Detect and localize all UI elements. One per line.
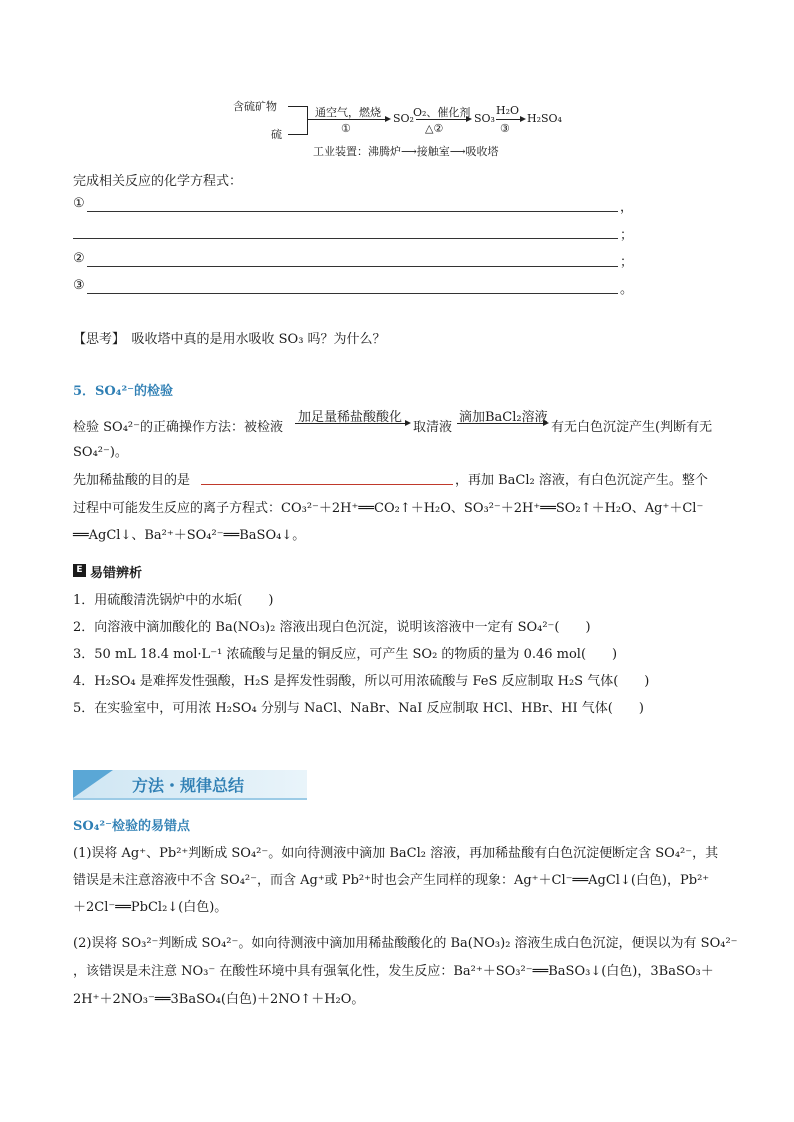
arrow2-line xyxy=(457,423,543,424)
arrow1-line xyxy=(295,423,405,424)
step1-number: ① xyxy=(341,122,351,135)
method-prefix: 检验 SO₄²⁻的正确操作方法：被检液 xyxy=(73,420,283,435)
arrow1-head xyxy=(405,420,411,426)
answer-end-4: 。 xyxy=(620,282,634,297)
step2-label: O₂、催化剂 xyxy=(413,106,471,119)
arrow2-head xyxy=(543,420,549,426)
ionic-equation-line2: ══AgCl↓、Ba²⁺＋SO₄²⁻══BaSO₄↓。 xyxy=(73,528,306,543)
answer-line-3[interactable] xyxy=(87,266,618,267)
sulfur-label: 硫 xyxy=(271,128,282,141)
summary-p2-line3: 2H⁺＋2NO₃⁻══3BaSO₄(白色)＋2NO↑＋H₂O。 xyxy=(73,992,365,1007)
so3-label: SO₃ xyxy=(474,112,495,125)
error-item-4: 4．H₂SO₄ 是难挥发性强酸，H₂S 是挥发性弱酸，所以可用浓硫酸与 FeS 反应制取 H₂S 气体( ) xyxy=(73,674,650,689)
method-suffix: 有无白色沉淀产生(判断有无 xyxy=(551,420,713,435)
summary-p1-line2: 错误是未注意溶液中不含 SO₄²⁻，而含 Ag⁺或 Pb²⁺时也会产生同样的现象：Ag⁺＋Cl⁻══AgCl↓(白色)，Pb²⁺ xyxy=(73,873,710,888)
ionic-equation-line1: 过程中可能发生反应的离子方程式：CO₃²⁻＋2H⁺══CO₂↑＋H₂O、SO₃²⁻＋2H⁺══SO₂↑＋H₂O、Ag⁺＋Cl⁻ xyxy=(73,501,704,516)
errors-icon: E xyxy=(73,564,86,577)
answer-label-4: ③ xyxy=(73,278,85,293)
error-item-5: 5．在实验室中，可用浓 H₂SO₄ 分别与 NaCl、NaBr、NaI 反应制取 HCl、HBr、HI 气体( ) xyxy=(73,701,644,716)
arrow1-label: 加足量稀盐酸酸化 xyxy=(298,410,403,425)
answer-line-1[interactable] xyxy=(87,211,618,212)
step3-label: H₂O xyxy=(496,104,520,117)
banner-accent xyxy=(73,770,113,798)
step3-number: ③ xyxy=(500,122,510,135)
mineral-label: 含硫矿物 xyxy=(233,100,277,113)
answer-line-4[interactable] xyxy=(87,293,618,294)
error-item-3: 3．50 mL 18.4 mol·L⁻¹ 浓硫酸与足量的铜反应，可产生 SO₂ 的物质的量为 0.46 mol( ) xyxy=(73,647,618,662)
h2so4-label: H₂SO₄ xyxy=(527,112,562,125)
section5-title: 5．SO₄²⁻的检验 xyxy=(73,384,174,399)
industrial-devices: 工业装置：沸腾炉⟶接触室⟶吸收塔 xyxy=(313,145,499,158)
purpose-prefix: 先加稀盐酸的目的是 xyxy=(73,473,191,488)
summary-p1-line1: (1)误将 Ag⁺、Pb²⁺判断成 SO₄²⁻。如向待测液中滴加 BaCl₂ 溶液，再加稀盐酸有白色沉淀便断定含 SO₄²⁻，其 xyxy=(73,846,719,861)
purpose-answer-line[interactable] xyxy=(201,484,453,485)
answer-label-1: ① xyxy=(73,196,85,211)
purpose-suffix: ，再加 BaCl₂ 溶液，有白色沉淀产生。整个 xyxy=(455,473,708,488)
answer-end-3: ； xyxy=(620,255,634,270)
so2-label: SO₂ xyxy=(393,112,414,125)
arrowhead-step1 xyxy=(385,116,391,122)
arrow2-label: 滴加BaCl₂溶液 xyxy=(459,410,548,425)
summary-p1-line3: ＋2Cl⁻══PbCl₂↓(白色)。 xyxy=(73,900,228,915)
error-item-1: 1．用硫酸清洗锅炉中的水垢( ) xyxy=(73,593,274,608)
take-clear-liquid: 取清液 xyxy=(413,420,453,435)
banner-title: 方法・规律总结 xyxy=(132,776,245,795)
think-question: 【思考】 吸收塔中真的是用水吸收 SO₃ 吗？为什么？ xyxy=(73,332,386,347)
step2-number: △② xyxy=(425,122,444,135)
summary-p2-line2: ，该错误是未注意 NO₃⁻ 在酸性环境中具有强氧化性，发生反应：Ba²⁺＋SO₃²⁻══BaSO₃↓(白色)，3BaSO₃＋ xyxy=(73,964,714,979)
errors-title: 易错辨析 xyxy=(90,566,143,581)
bracket-line xyxy=(288,106,308,135)
step1-label: 通空气，燃烧 xyxy=(315,106,381,119)
summary-p2-line1: (2)误将 SO₃²⁻判断成 SO₄²⁻。如向待测液中滴加用稀盐酸酸化的 Ba(NO₃)₂ 溶液生成白色沉淀，便误以为有 SO₄²⁻ xyxy=(73,936,738,951)
answer-label-3: ② xyxy=(73,251,85,266)
banner-underline xyxy=(73,798,307,800)
summary-subtitle: SO₄²⁻检验的易错点 xyxy=(73,819,190,834)
arrowhead-step3 xyxy=(520,116,526,122)
error-item-2: 2．向溶液中滴加酸化的 Ba(NO₃)₂ 溶液出现白色沉淀，说明该溶液中一定有 SO₄²⁻( ) xyxy=(73,620,591,635)
arrow-step3 xyxy=(496,119,520,120)
answer-end-1: ， xyxy=(620,200,634,215)
exercise-prompt: 完成相关反应的化学方程式： xyxy=(73,174,243,189)
method-line2: SO₄²⁻)。 xyxy=(73,445,128,460)
answer-line-2[interactable] xyxy=(73,238,618,239)
answer-end-2: ； xyxy=(620,228,634,243)
